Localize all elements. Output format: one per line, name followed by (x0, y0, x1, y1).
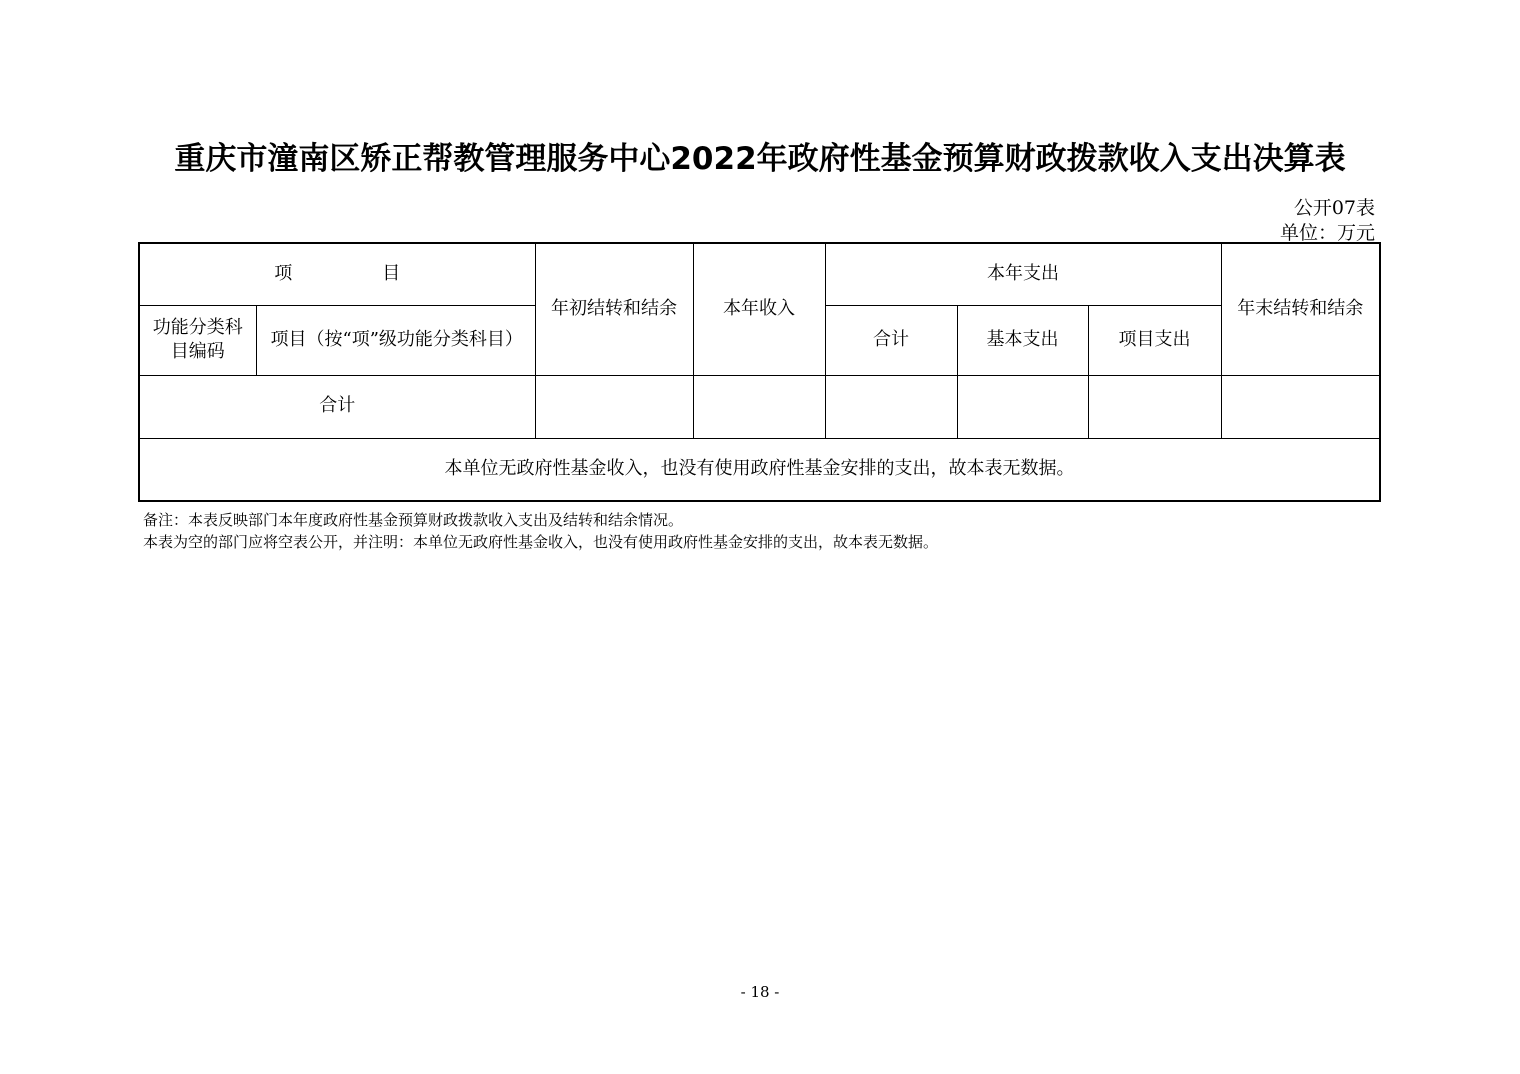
total-row (139, 375, 1380, 438)
no-data-row (139, 438, 1380, 501)
header-expense-basic: 基本支出 (957, 305, 1088, 375)
note-line: 备注：本表反映部门本年度政府性基金预算财政拨款收入支出及结转和结余情况。 (143, 511, 684, 529)
no-data-text: 本单位无政府性基金收入，也没有使用政府性基金安排的支出，故本表无数据。 (139, 438, 1380, 501)
header-func-code: 功能分类科目编码 (139, 305, 256, 375)
total-begin-balance (535, 375, 693, 438)
total-expense-total (825, 375, 957, 438)
total-expense-project (1088, 375, 1221, 438)
header-row-1 (139, 243, 1380, 305)
page-number: - 18 - (740, 983, 780, 1001)
total-current-income (693, 375, 825, 438)
notes (143, 509, 938, 553)
budget-table (138, 242, 1381, 502)
unit-label: 单位：万元 (1279, 222, 1375, 244)
total-label: 合计 (139, 375, 535, 438)
header-expense-total: 合计 (825, 305, 957, 375)
total-expense-basic (957, 375, 1088, 438)
header-current-expense: 本年支出 (825, 243, 1221, 305)
table-code: 公开07表 (1293, 197, 1375, 219)
header-item-name: 项目（按“项”级功能分类科目） (256, 305, 535, 375)
note-line: 本表为空的部门应将空表公开，并注明：本单位无政府性基金收入，也没有使用政府性基金安排的支出，故本表无数据。 (143, 533, 939, 551)
header-end-balance: 年末结转和结余 (1221, 243, 1380, 375)
header-expense-project: 项目支出 (1088, 305, 1221, 375)
header-item: 项 目 (139, 243, 535, 305)
total-end-balance (1221, 375, 1380, 438)
header-begin-balance: 年初结转和结余 (535, 243, 693, 375)
page-title: 重庆市潼南区矫正帮教管理服务中心2022年政府性基金预算财政拨款收入支出决算表 (174, 141, 1346, 177)
header-current-income: 本年收入 (693, 243, 825, 375)
